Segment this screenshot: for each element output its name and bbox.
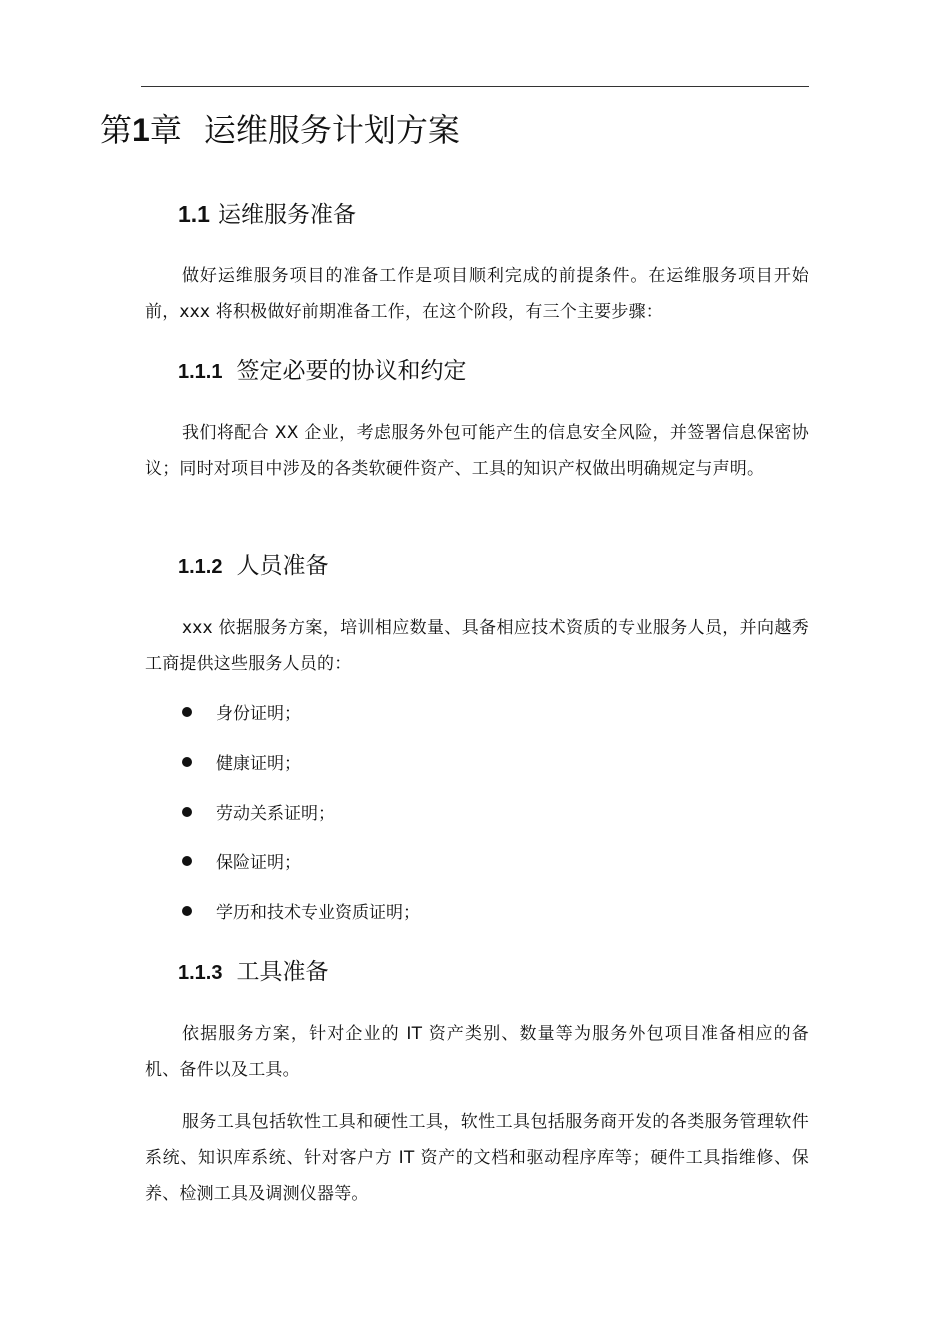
- bullet-icon: [182, 707, 192, 717]
- section-1-1-3-paragraph-2: 服务工具包括软性工具和硬性工具，软性工具包括服务商开发的各类服务管理软件系统、知识库系统、针对客户方 IT 资产的文档和驱动程序库等；硬件工具指维修、保养、检测工具及调测仪器等。: [145, 1112, 809, 1204]
- list-item-text: 劳动关系证明；: [216, 804, 335, 824]
- section-title: 工具准备: [236, 959, 329, 985]
- section-number: 1.1: [178, 201, 210, 227]
- list-item: [182, 801, 335, 827]
- list-item: [182, 900, 420, 926]
- bullet-icon: [182, 757, 192, 767]
- list-item: [182, 850, 301, 876]
- section-title: 人员准备: [236, 553, 329, 579]
- list-item-text: 保险证明；: [216, 853, 301, 873]
- section-title: 签定必要的协议和约定: [236, 358, 467, 384]
- chapter-heading: [100, 106, 460, 154]
- list-item-text: 学历和技术专业资质证明；: [216, 903, 420, 923]
- section-number: 1.1.1: [178, 361, 223, 383]
- list-item-text: 身份证明；: [216, 704, 301, 724]
- section-1-1-1-paragraph: 我们将配合 XX 企业，考虑服务外包可能产生的信息安全风险，并签署信息保密协议；同时对项目中涉及的各类软硬件资产、工具的知识产权做出明确规定与声明。: [145, 423, 809, 479]
- chapter-title-text: 运维服务计划方案: [203, 111, 460, 149]
- list-item-text: 健康证明；: [216, 754, 301, 774]
- bullet-icon: [182, 807, 192, 817]
- header-rule: [141, 86, 809, 87]
- section-1-1-2-paragraph: xxx 依据服务方案，培训相应数量、具备相应技术资质的专业服务人员，并向越秀工商提供这些服务人员的：: [145, 618, 809, 674]
- list-item: [182, 751, 301, 777]
- section-number: 1.1.2: [178, 556, 223, 578]
- section-1-1-3-paragraph-1: 依据服务方案，针对企业的 IT 资产类别、数量等为服务外包项目准备相应的备机、备件以及工具。: [145, 1024, 809, 1080]
- section-number: 1.1.3: [178, 962, 223, 984]
- section-heading-1-1: [178, 197, 356, 232]
- section-1-1-paragraph: 做好运维服务项目的准备工作是项目顺利完成的前提条件。在运维服务项目开始前，xxx 将积极做好前期准备工作，在这个阶段，有三个主要步骤：: [145, 266, 809, 322]
- list-item: [182, 701, 301, 727]
- chapter-number: 1: [132, 112, 150, 148]
- section-title: 运维服务准备: [217, 202, 356, 228]
- chapter-prefix: 第: [100, 111, 133, 149]
- section-heading-1-1-3: [178, 955, 328, 990]
- section-heading-1-1-1: [178, 354, 466, 389]
- bullet-icon: [182, 856, 192, 866]
- chapter-suffix: 章: [149, 111, 182, 149]
- bullet-icon: [182, 906, 192, 916]
- section-heading-1-1-2: [178, 549, 328, 584]
